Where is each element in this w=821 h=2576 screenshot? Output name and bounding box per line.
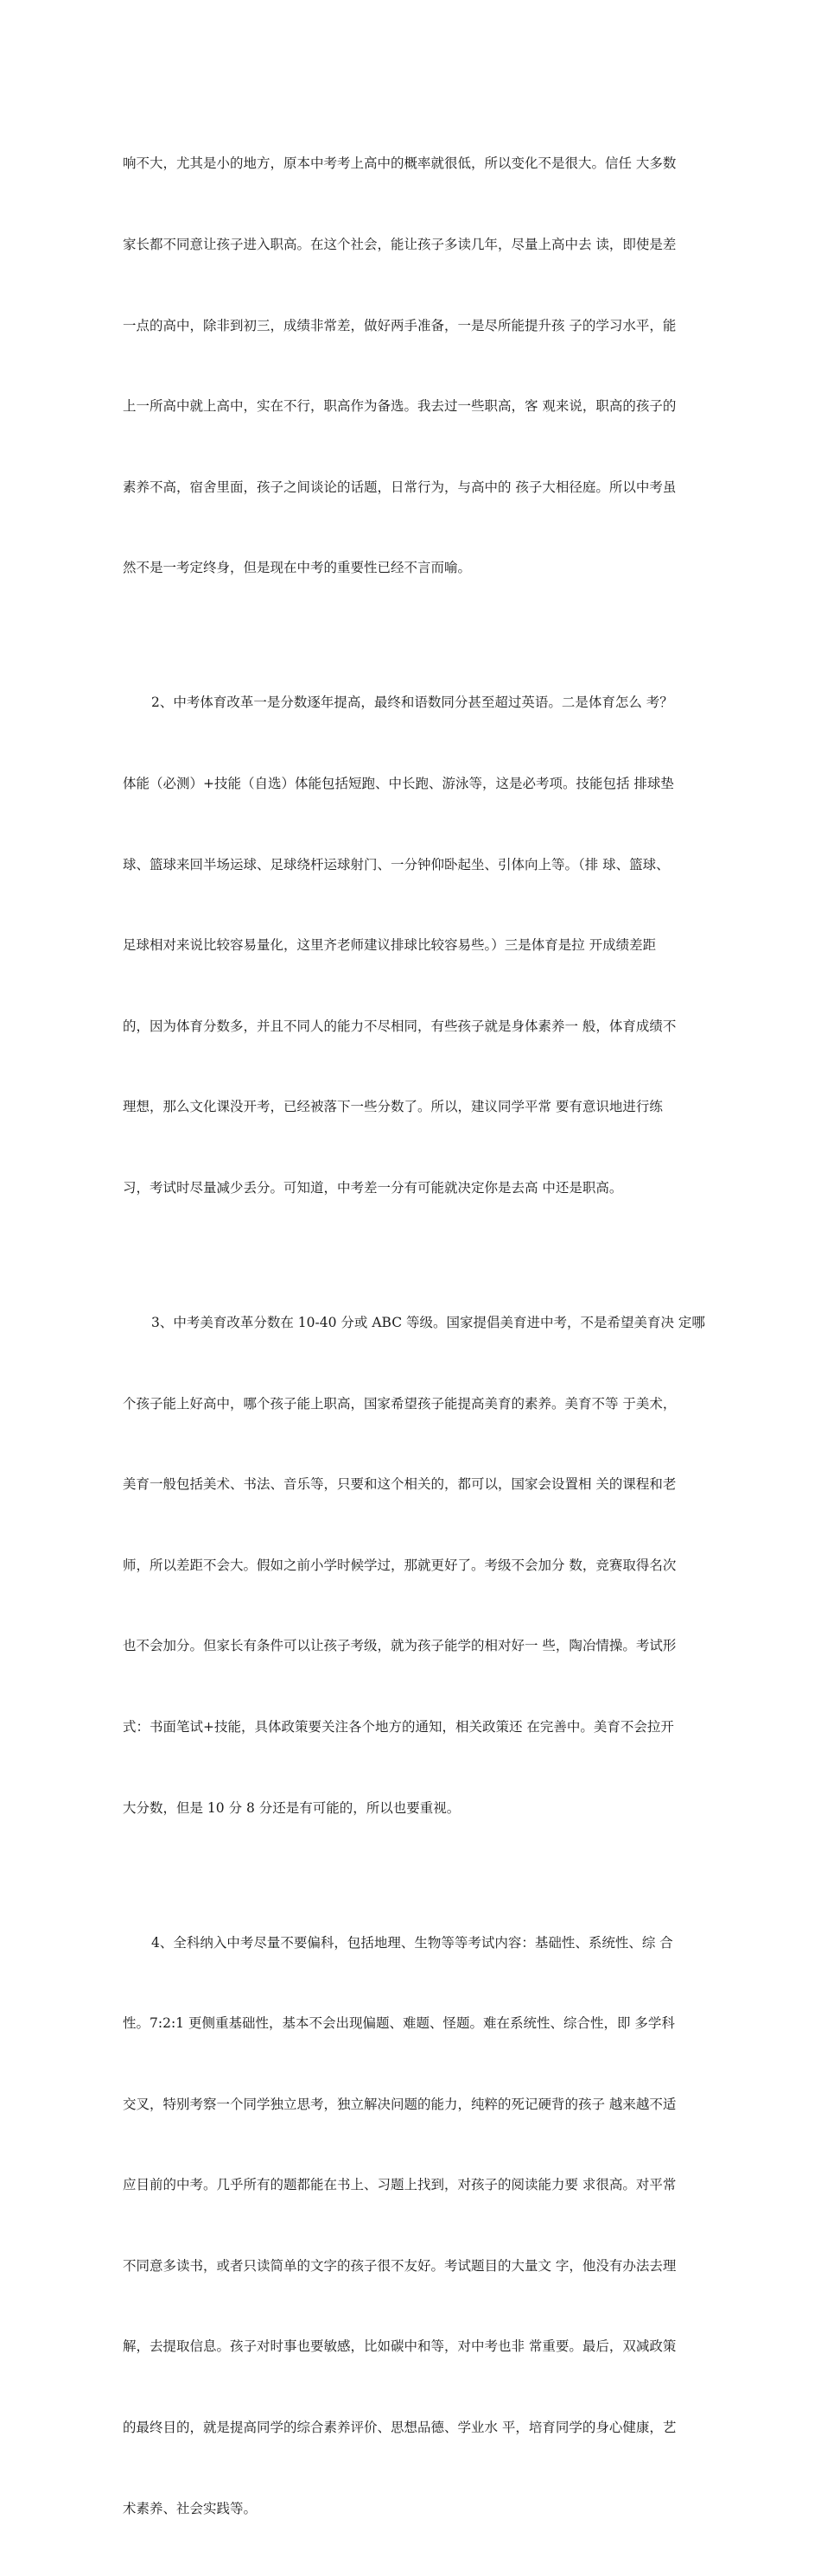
text-line: 式：书面笔试+技能，具体政策要关注各个地方的通知，相关政策还 在完善中。美育不会拉开 [123,1718,674,1735]
text-line: 大分数，但是 10 分 8 分还是有可能的，所以也要重视。 [123,1799,461,1816]
text-line: 美育一般包括美术、书法、音乐等，只要和这个相关的，都可以，国家会设置相 关的课程和老 [123,1476,677,1493]
text-line: 师，所以差距不会大。假如之前小学时候学过，那就更好了。考级不会加分 数，竞赛取得名次 [123,1557,677,1573]
text-line: 的，因为体育分数多，并且不同人的能力不尽相同，有些孩子就是身体素养一 般，体育成绩不 [123,1018,677,1034]
text-line: 球、篮球来回半场运球、足球绕杆运球射门、一分钟仰卧起坐、引体向上等。（排 球、篮球、 [123,856,670,872]
document-body [123,97,705,2576]
text-line: 2、中考体育改革一是分数逐年提高，最终和语数同分甚至超过英语。二是体育怎么 考？ [151,695,673,711]
text-line: 上一所高中就上高中，实在不行，职高作为备选。我去过一些职高，客 观来说，职高的孩子的 [123,398,677,415]
text-line: 然不是一考定终身，但是现在中考的重要性已经不言而喻。 [123,560,472,576]
text-line: 也不会加分。但家长有条件可以让孩子考级，就为孩子能学的相对好一 些，陶冶情操。考试形 [123,1638,677,1654]
text-line: 性。7:2:1 更侧重基础性，基本不会出现偏题、难题、怪题。难在系统性、综合性，即 多学科 [123,2015,675,2032]
paragraph-intro [123,97,700,636]
text-line: 4、全科纳入中考尽量不要偏科，包括地理、生物等等考试内容：基础性、系统性、综 合 [151,1934,673,1951]
text-line: 理想，那么文化课没开考，已经被落下一些分数了。所以，建议同学平常 要有意识地进行练 [123,1099,663,1115]
text-line: 解，去提取信息。孩子对时事也要敏感，比如碳中和等，对中考也非 常重要。最后，双减政策 [123,2338,677,2355]
text-line: 个孩子能上好高中，哪个孩子能上职高，国家希望孩子能提高美育的素养。美育不等 于美术， [123,1395,677,1412]
paragraph-pe-reform [123,636,700,1256]
text-line: 的最终目的，就是提高同学的综合素养评价、思想品德、学业水 平，培育同学的身心健康，艺 [123,2420,677,2436]
text-line: 体能（必测）+技能（自选）体能包括短跑、中长跑、游泳等，这是必考项。技能包括 排球垫 [123,775,674,791]
text-line: 一点的高中，除非到初三，成绩非常差，做好两手准备，一是尽所能提升孩 子的学习水平，能 [123,317,677,333]
text-line: 不同意多读书，或者只读简单的文字的孩子很不友好。考试题目的大量文 字，他没有办法去理 [123,2257,677,2274]
paragraph-arts-reform [123,1256,705,1876]
text-line: 术素养、社会实践等。 [123,2500,258,2516]
text-line: 家长都不同意让孩子进入职高。在这个社会，能让孩子多读几年，尽量上高中去 读，即使是差 [123,237,677,252]
text-line: 3、中考美育改革分数在 10-40 分或 ABC 等级。国家提倡美育进中考，不是希望美育决 定哪 [151,1314,705,1330]
text-line: 素养不高，宿舍里面，孩子之间谈论的话题，日常行为，与高中的 孩子大相径庭。所以中考虽 [123,479,677,495]
text-line: 习，考试时尽量减少丢分。可知道，中考差一分有可能就决定你是去高 中还是职高。 [123,1179,623,1196]
paragraph-all-subjects [123,1875,700,2576]
text-line: 足球相对来说比较容易量化，这里齐老师建议排球比较容易些。）三是体育是拉 开成绩差距 [123,937,657,954]
text-line: 交叉，特别考察一个同学独立思考，独立解决问题的能力，纯粹的死记硬背的孩子 越来越不适 [123,2096,677,2112]
text-line: 响不大，尤其是小的地方，原本中考考上高中的概率就很低，所以变化不是很大。信任 大多数 [123,155,677,172]
text-line: 应目前的中考。几乎所有的题都能在书上、习题上找到，对孩子的阅读能力要 求很高。对平常 [123,2177,677,2193]
